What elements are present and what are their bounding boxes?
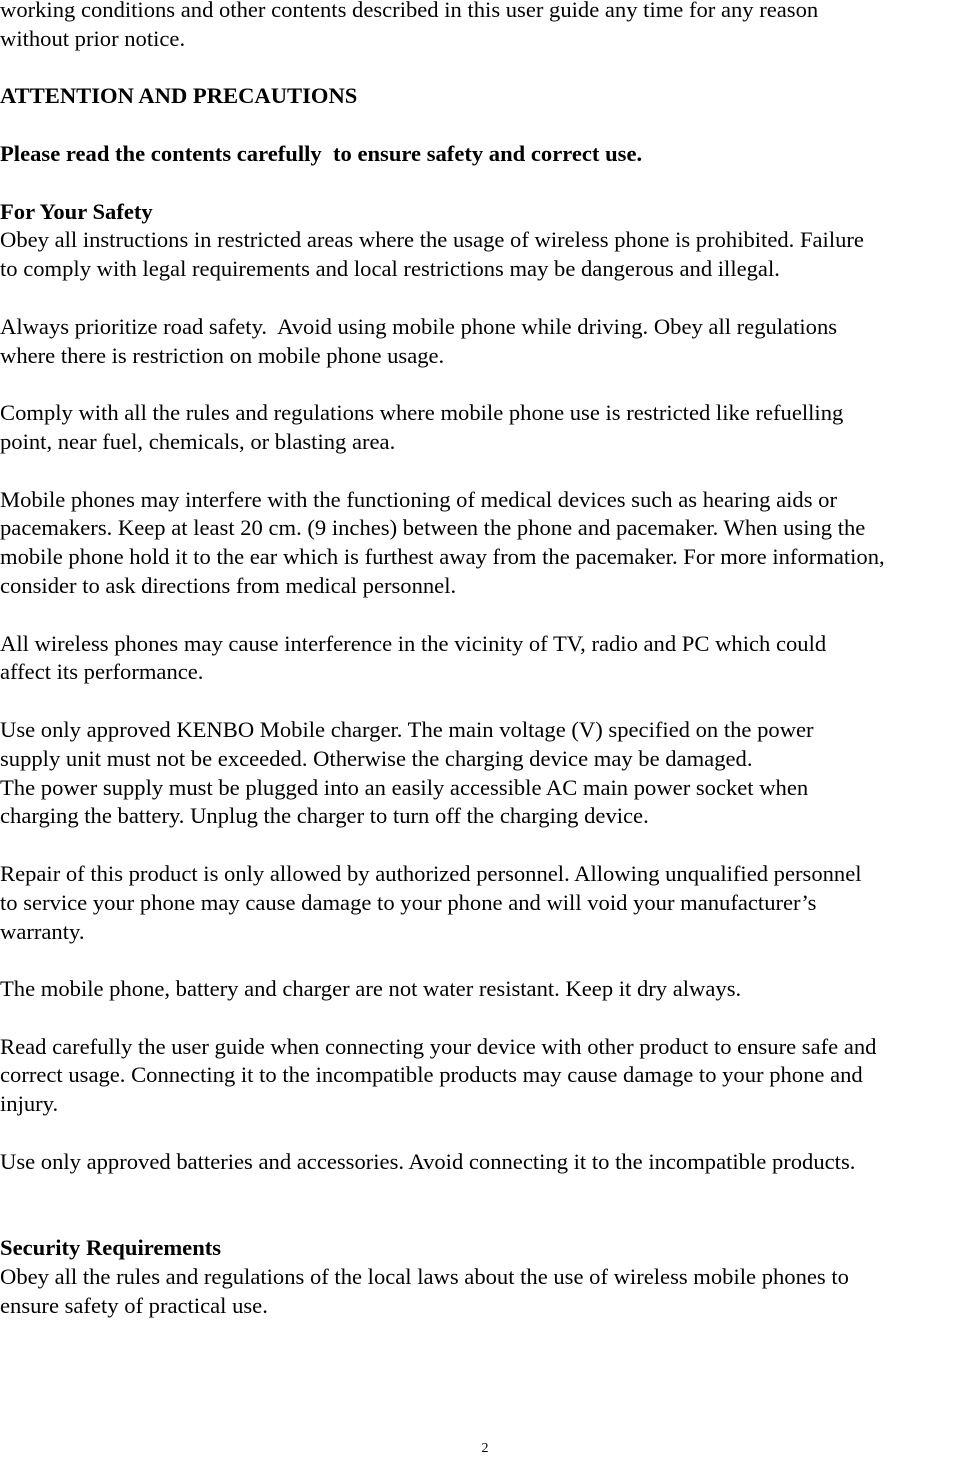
section-heading: ATTENTION AND PRECAUTIONS <box>0 83 358 109</box>
text-line: The mobile phone, battery and charger are not water resistant. Keep it dry always. <box>0 976 742 1002</box>
text-line: Mobile phones may interfere with the functioning of medical devices such as hearing aids or <box>0 486 837 512</box>
safety-paragraph <box>0 313 980 371</box>
text-line: Always prioritize road safety. Avoid using mobile phone while driving. Obey all regulations <box>0 313 838 339</box>
text-line: Comply with all the rules and regulations where mobile phone use is restricted like refuelling <box>0 400 844 426</box>
text-line: mobile phone hold it to the ear which is furthest away from the pacemaker. For more information, <box>0 544 885 570</box>
text-line: Repair of this product is only allowed by authorized personnel. Allowing unqualified personnel <box>0 860 862 886</box>
page-number: 2 <box>481 1441 489 1456</box>
text-line: where there is restriction on mobile phone usage. <box>0 342 445 368</box>
safety-paragraph <box>0 975 980 1004</box>
text-line: Obey all the rules and regulations of the local laws about the use of wireless mobile phones to <box>0 1264 849 1290</box>
text-line: The power supply must be plugged into an easily accessible AC main power socket when <box>0 774 809 800</box>
text-line: Read carefully the user guide when connecting your device with other product to ensure safe and <box>0 1033 877 1059</box>
intro-paragraph <box>0 0 980 54</box>
text-line: correct usage. Connecting it to the incompatible products may cause damage to your phone and <box>0 1062 863 1088</box>
security-title: Security Requirements <box>0 1235 222 1261</box>
text-line: without prior notice. <box>0 25 186 51</box>
safety-paragraph <box>0 1033 980 1119</box>
safety-paragraph <box>0 399 980 457</box>
text-line: All wireless phones may cause interference in the vicinity of TV, radio and PC which could <box>0 630 827 656</box>
security-section <box>0 1234 980 1320</box>
text-line: supply unit must not be exceeded. Otherwise the charging device may be damaged. <box>0 745 753 771</box>
text-line: Use only approved KENBO Mobile charger. The main voltage (V) specified on the power <box>0 716 814 742</box>
safety-paragraph <box>0 226 980 284</box>
text-line: Use only approved batteries and accessories. Avoid connecting it to the incompatible products. <box>0 1148 856 1174</box>
safety-paragraph <box>0 860 980 946</box>
text-line: to comply with legal requirements and local restrictions may be dangerous and illegal. <box>0 256 780 282</box>
text-line: charging the battery. Unplug the charger to turn off the charging device. <box>0 803 649 829</box>
text-line: affect its performance. <box>0 659 204 685</box>
sub-heading: Please read the contents carefully to ensure safety and correct use. <box>0 140 643 166</box>
text-line: to service your phone may cause damage to your phone and will void your manufacturer’s <box>0 889 817 915</box>
text-line: warranty. <box>0 918 85 944</box>
safety-paragraph <box>0 630 980 688</box>
safety-paragraph <box>0 1148 980 1177</box>
text-line: consider to ask directions from medical personnel. <box>0 572 457 598</box>
safety-title: For Your Safety <box>0 198 153 224</box>
text-line: point, near fuel, chemicals, or blasting area. <box>0 428 396 454</box>
text-line: pacemakers. Keep at least 20 cm. (9 inches) between the phone and pacemaker. When using the <box>0 515 866 541</box>
text-line: working conditions and other contents described in this user guide any time for any reason <box>0 0 819 22</box>
safety-paragraph <box>0 486 980 601</box>
text-line: Obey all instructions in restricted areas where the usage of wireless phone is prohibited. Failure <box>0 227 864 253</box>
text-line: injury. <box>0 1091 59 1117</box>
safety-section <box>0 198 980 1177</box>
safety-paragraph <box>0 716 980 831</box>
text-line: ensure safety of practical use. <box>0 1292 268 1318</box>
